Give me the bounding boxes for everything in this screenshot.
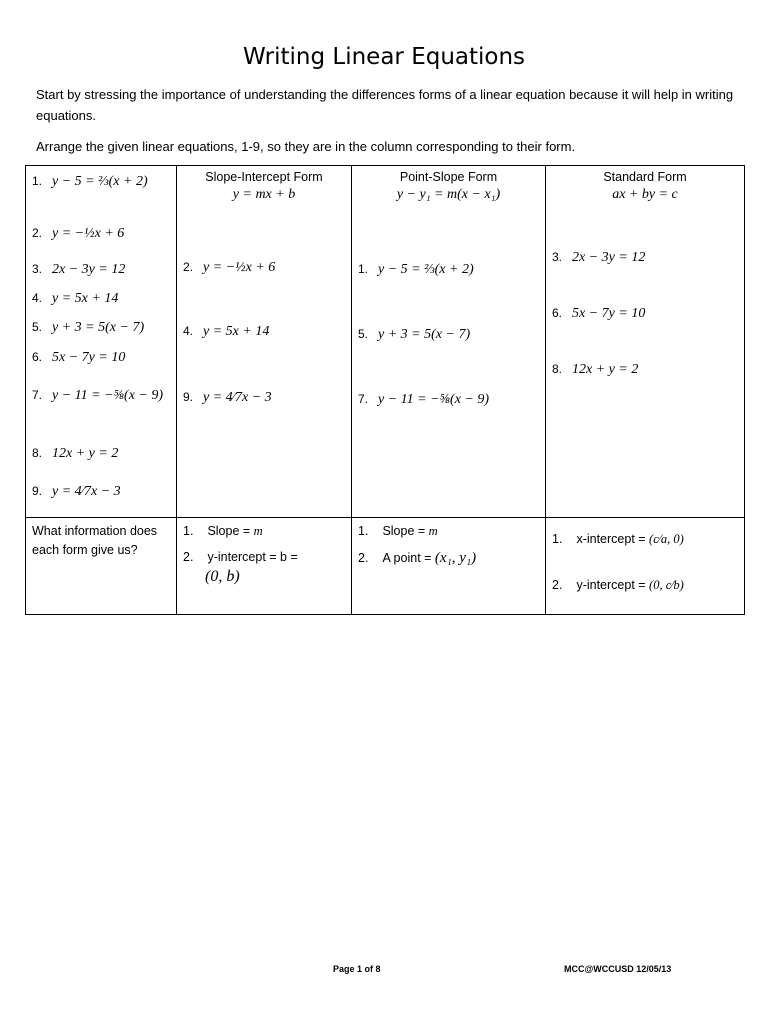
point-slope-eq: 1. y − 5 = ⅔(x + 2) [358, 262, 474, 277]
given-eq-6: 6. 5x − 7y = 10 [32, 350, 126, 365]
slope-intercept-eq: 2. y = −½x + 6 [183, 260, 276, 275]
standard-info-cell [546, 518, 745, 615]
point-slope-formula: y − y₁ = m(x − x₁) [396, 187, 501, 202]
info-item: 1. x-intercept = (c⁄a, 0) [552, 532, 684, 546]
slope-intercept-info-cell [177, 518, 352, 615]
slope-intercept-column [177, 166, 352, 518]
intro-paragraph: Start by stressing the importance of understanding the differences forms of a linear equation because it will help in writing equations. [36, 87, 734, 123]
point-slope-column [352, 166, 546, 518]
info-item: 2. A point = (x₁, y₁) [358, 550, 477, 566]
footer-credit: MCC@WCCUSD 12/05/13 [564, 964, 672, 974]
slope-intercept-header: Slope-Intercept Form [205, 170, 323, 184]
standard-eq: 3. 2x − 3y = 12 [552, 250, 646, 265]
standard-formula: ax + by = c [612, 187, 678, 202]
given-eq-4: 4. y = 5x + 14 [32, 291, 119, 306]
standard-eq: 8. 12x + y = 2 [552, 362, 639, 377]
point-slope-eq: 7. y − 11 = −⅝(x − 9) [358, 392, 490, 407]
info-question: What information does each form give us? [32, 524, 158, 557]
given-eq-9: 9. y = 4⁄7x − 3 [32, 484, 121, 499]
standard-header: Standard Form [603, 170, 687, 184]
standard-column [546, 166, 745, 518]
point-slope-eq: 5. y + 3 = 5(x − 7) [358, 327, 471, 342]
given-eq-7: 7. y − 11 = −⅝(x − 9) [32, 388, 164, 403]
point-slope-info-cell [352, 518, 546, 615]
info-item: 1. Slope = m [358, 524, 438, 538]
info-item: 2. y-intercept = (0, c⁄b) [552, 578, 684, 592]
slope-intercept-eq: 4. y = 5x + 14 [183, 324, 270, 339]
standard-eq: 6. 5x − 7y = 10 [552, 306, 646, 321]
info-item: 1. Slope = m [183, 524, 263, 538]
info-item: 2. y-intercept = b = [183, 550, 298, 564]
given-eq-2: 2. y = −½x + 6 [32, 226, 125, 241]
slope-intercept-eq: 9. y = 4⁄7x − 3 [183, 390, 272, 405]
point-slope-header: Point-Slope Form [399, 170, 498, 184]
page-number: Page 1 of 8 [333, 964, 381, 974]
given-eq-3: 3. 2x − 3y = 12 [32, 262, 126, 277]
info-question-cell [26, 518, 177, 615]
given-equations-cell [26, 166, 177, 518]
linear-forms-table [25, 165, 745, 615]
instructions-paragraph: Arrange the given linear equations, 1-9, so they are in the column corresponding to their form. [36, 139, 576, 154]
slope-intercept-formula: y = mx + b [232, 187, 296, 202]
given-eq-1: 1. y − 5 = ⅔(x + 2) [32, 174, 148, 189]
given-eq-5: 5. y + 3 = 5(x − 7) [32, 320, 145, 335]
info-item-math: (0, b) [205, 568, 240, 585]
page-title: Writing Linear Equations [242, 44, 526, 70]
given-eq-8: 8. 12x + y = 2 [32, 446, 119, 461]
